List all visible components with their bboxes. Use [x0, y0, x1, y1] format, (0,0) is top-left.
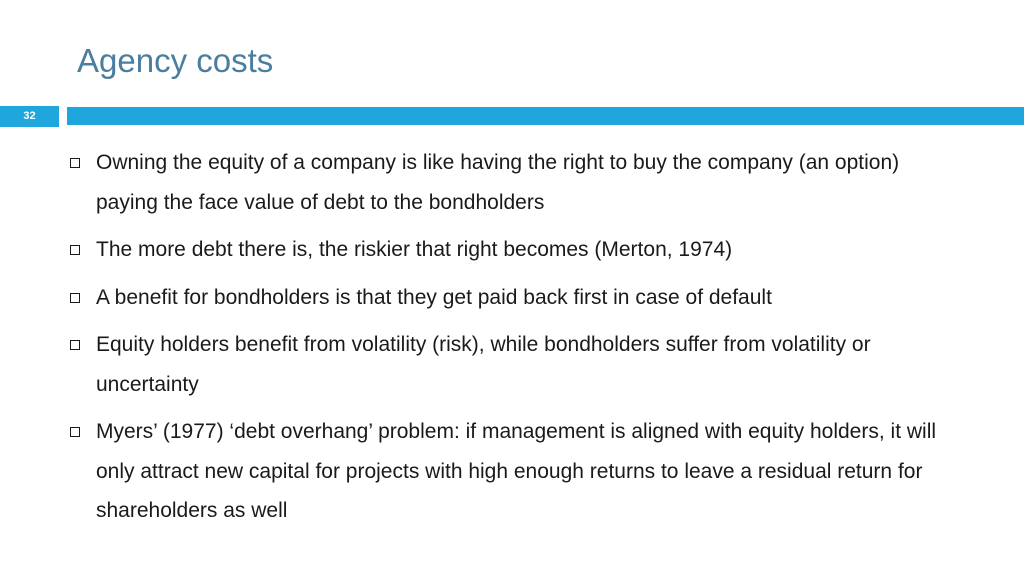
square-bullet-icon — [70, 158, 80, 168]
square-bullet-icon — [70, 245, 80, 255]
bullet-list — [70, 143, 950, 539]
bullet-text: Myers’ (1977) ‘debt overhang’ problem: if management is aligned with equity holders, it will only attract new capital for projects with high enough returns to leave a residual return for shareholders as well — [96, 420, 937, 522]
bullet-text: Equity holders benefit from volatility (risk), while bondholders suffer from volatility or uncertainty — [96, 333, 871, 396]
square-bullet-icon — [70, 293, 80, 303]
bullet-text: Owning the equity of a company is like having the right to buy the company (an option) paying the face value of debt to the bondholders — [96, 151, 900, 214]
bullet-item — [70, 325, 950, 404]
slide-number: 32 — [23, 110, 36, 122]
bullet-item — [70, 412, 950, 531]
header-accent-bar — [67, 107, 1024, 125]
slide-number-badge — [0, 106, 59, 127]
bullet-item — [70, 230, 950, 270]
slide-title: Agency costs — [77, 42, 274, 79]
bullet-text: A benefit for bondholders is that they get paid back first in case of default — [96, 285, 772, 309]
bullet-text: The more debt there is, the riskier that right becomes (Merton, 1974) — [96, 238, 733, 261]
bullet-item — [70, 278, 950, 318]
bullet-item — [70, 143, 950, 222]
square-bullet-icon — [70, 340, 80, 350]
square-bullet-icon — [70, 427, 80, 437]
